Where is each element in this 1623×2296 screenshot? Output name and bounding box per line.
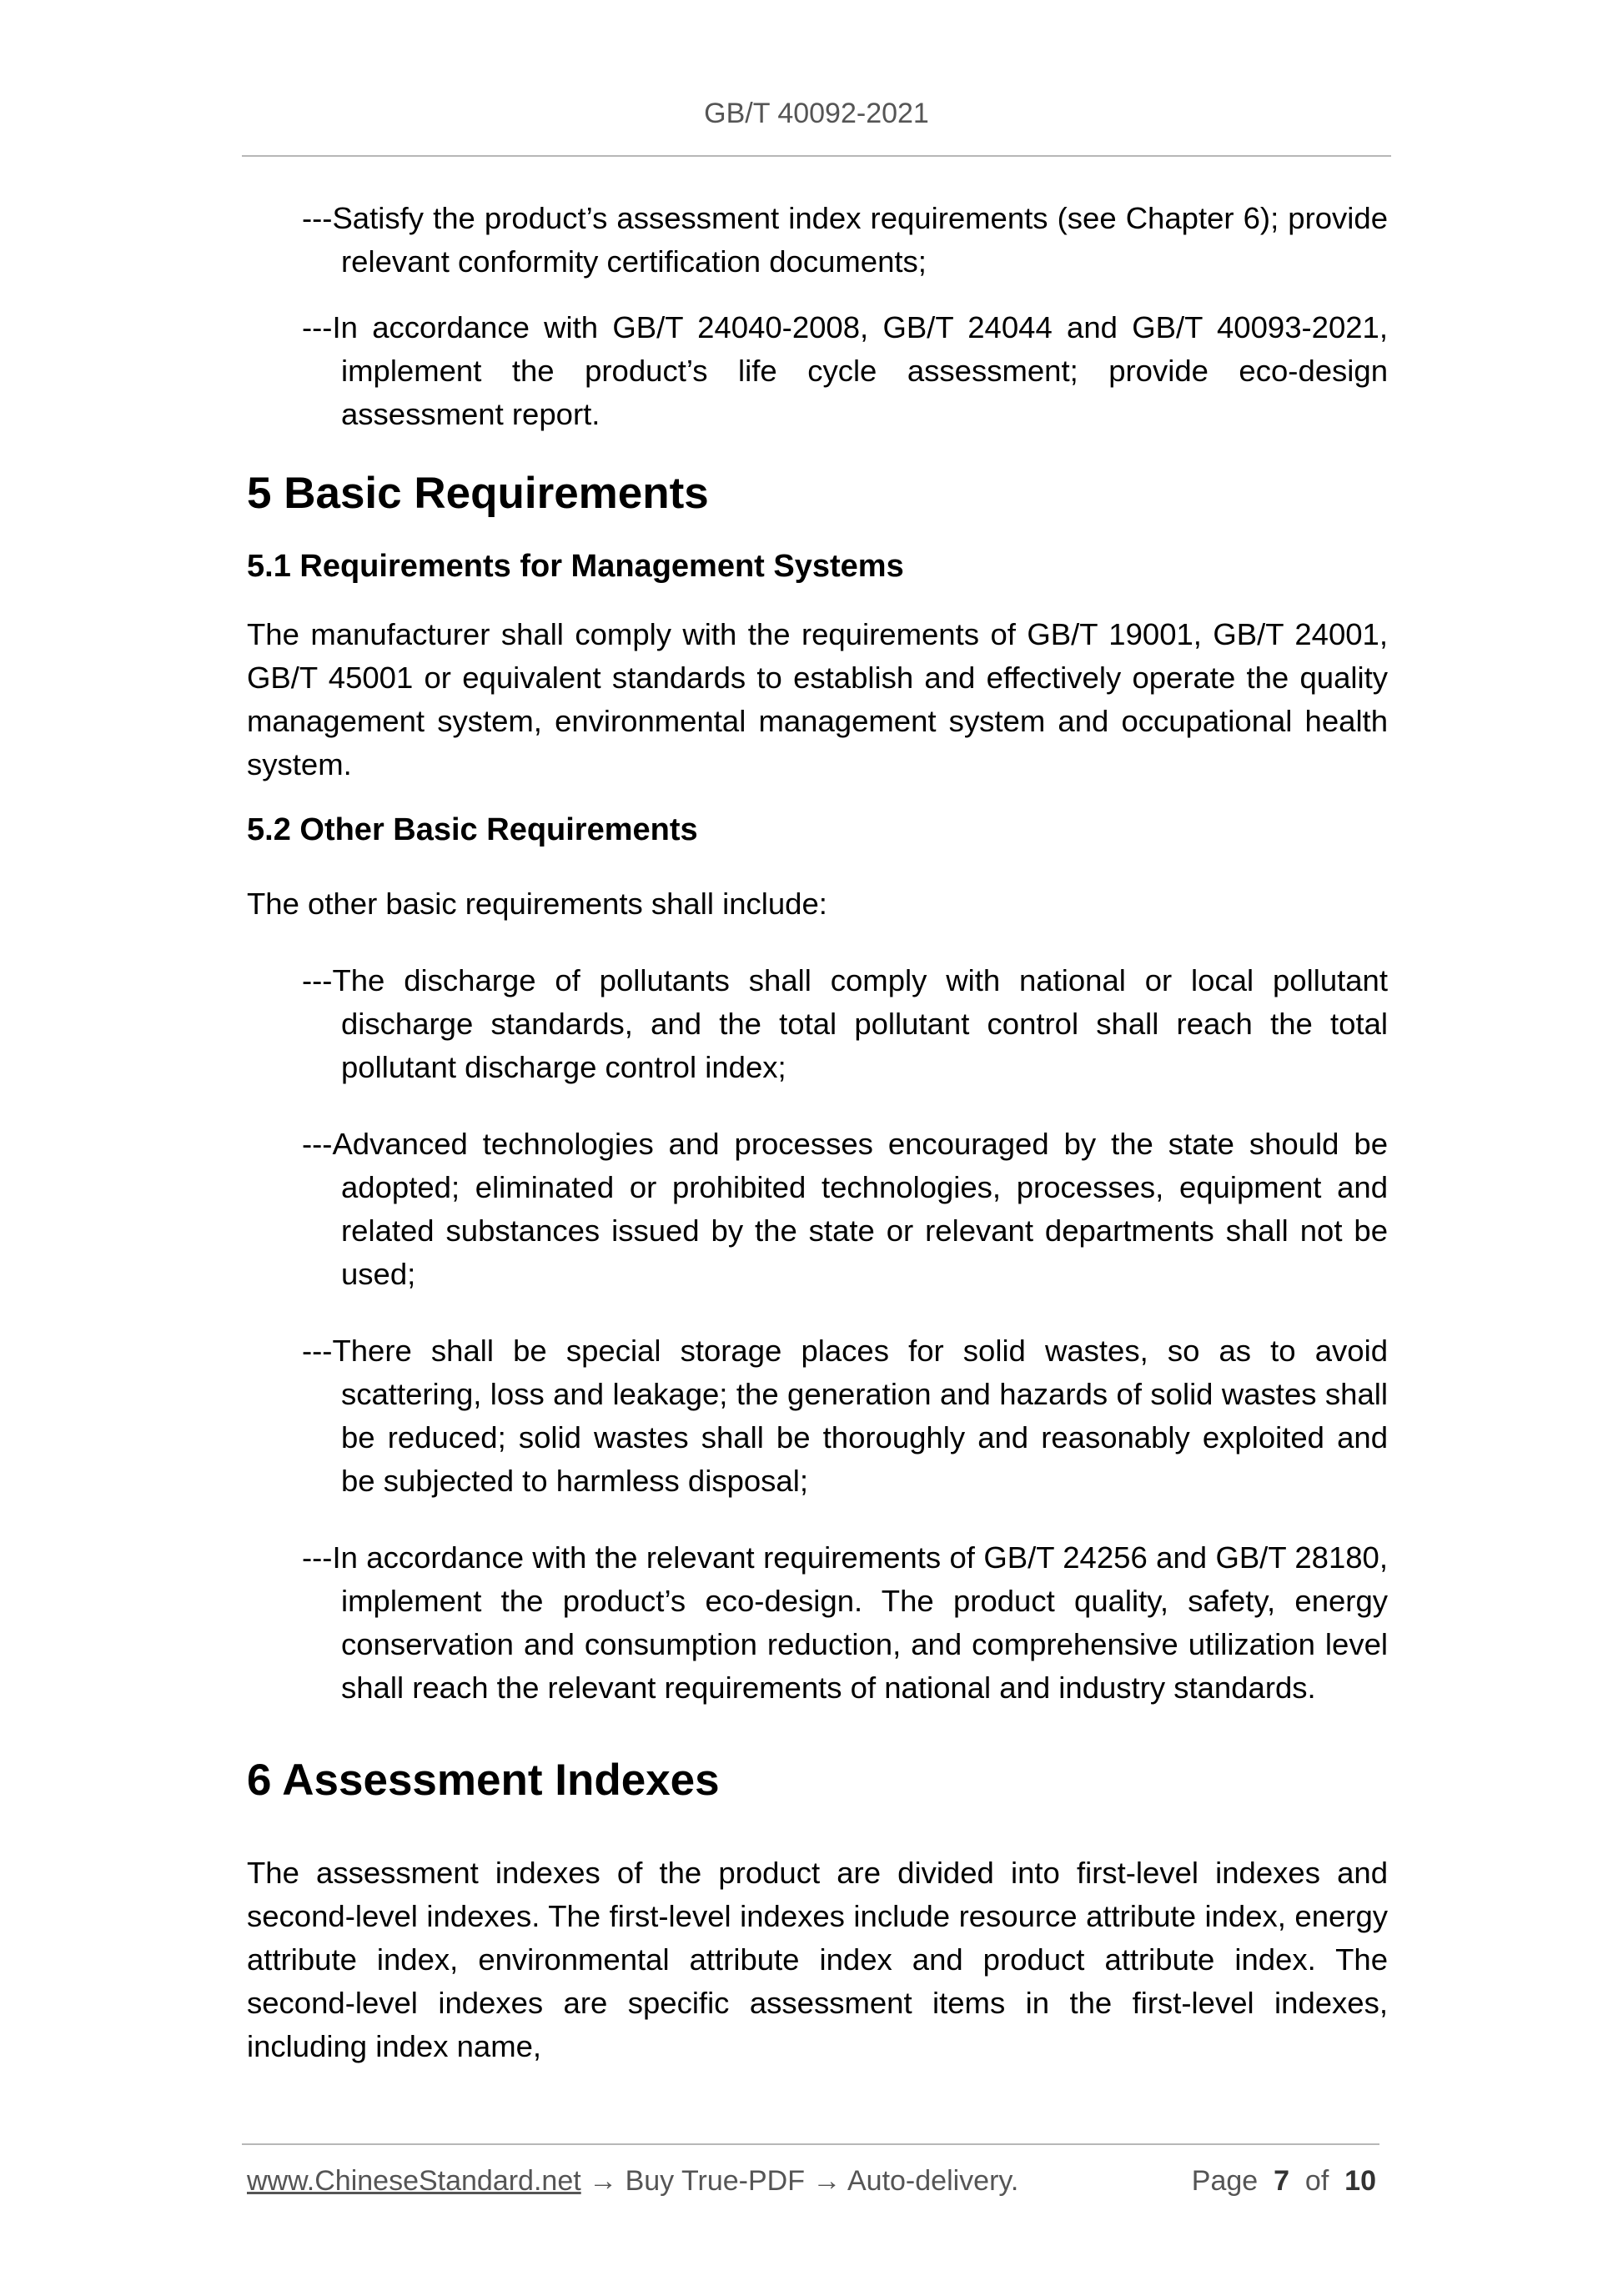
list-item: ---In accordance with GB/T 24040-2008, GB/T 24044 and GB/T 40093-2021, implement the product’s life cycle assessment; provide eco-design assessment report.: [302, 310, 1388, 431]
subsection-heading-5-2: 5.2 Other Basic Requirements: [247, 812, 698, 847]
page-of-word: of: [1304, 2165, 1329, 2197]
current-page-number: 7: [1274, 2165, 1289, 2197]
page-content: [247, 197, 1388, 2068]
subsection-heading-5-1: 5.1 Requirements for Management Systems: [247, 549, 904, 584]
list-item: ---The discharge of pollutants shall comply with national or local pollutant discharge standards, and the total pollutant control shall reach the total pollutant discharge control index;: [302, 963, 1388, 1084]
paragraph: The manufacturer shall comply with the requirements of GB/T 19001, GB/T 24001, GB/T 45001 or equivalent standards to establish and effectively operate the quality management system, environmental management system and occupational health system.: [247, 617, 1388, 781]
paragraph: The other basic requirements shall include:: [247, 887, 827, 921]
footer-tagline: → Buy True-PDF → Auto-delivery.: [580, 2165, 1019, 2197]
total-pages-number: 10: [1344, 2165, 1376, 2197]
list-item: ---In accordance with the relevant requirements of GB/T 24256 and GB/T 28180, implement the product’s eco-design. The product quality, safety, energy conservation and consumption reduction, and comprehensive utilization level shall reach the relevant requirements of national and industry standards.: [302, 1540, 1388, 1705]
document-code: GB/T 40092-2021: [704, 98, 929, 129]
page-word: Page: [1191, 2165, 1259, 2197]
website-link[interactable]: www.ChineseStandard.net: [247, 2165, 581, 2197]
list-item: ---There shall be special storage places for solid wastes, so as to avoid scattering, loss and leakage; the generation and hazards of solid wastes shall be reduced; solid wastes shall be thoroughly and reasonably exploited and be subjected to harmless disposal;: [302, 1334, 1388, 1498]
list-item: ---Advanced technologies and processes encouraged by the state should be adopted; eliminated or prohibited technologies, processes, equipment and related substances issued by the state or relevant departments shall not be used;: [302, 1127, 1388, 1291]
section-heading-6: 6 Assessment Indexes: [247, 1756, 720, 1805]
page-footer: [247, 2160, 1384, 2202]
section-heading-5: 5 Basic Requirements: [247, 469, 709, 518]
list-item: ---Satisfy the product’s assessment index requirements (see Chapter 6); provide relevant conformity certification documents;: [302, 201, 1388, 279]
page-header: [242, 97, 1391, 157]
footer-divider: [242, 2143, 1379, 2145]
page-indicator: [1192, 2160, 1376, 2202]
paragraph: The assessment indexes of the product are divided into first-level indexes and second-level indexes. The first-level indexes include resource attribute index, energy attribute index, environmental attribute index and product attribute index. The second-level indexes are specific assessment items in the first-level indexes, including index name,: [247, 1856, 1388, 2063]
footer-promo: [247, 2160, 1018, 2202]
